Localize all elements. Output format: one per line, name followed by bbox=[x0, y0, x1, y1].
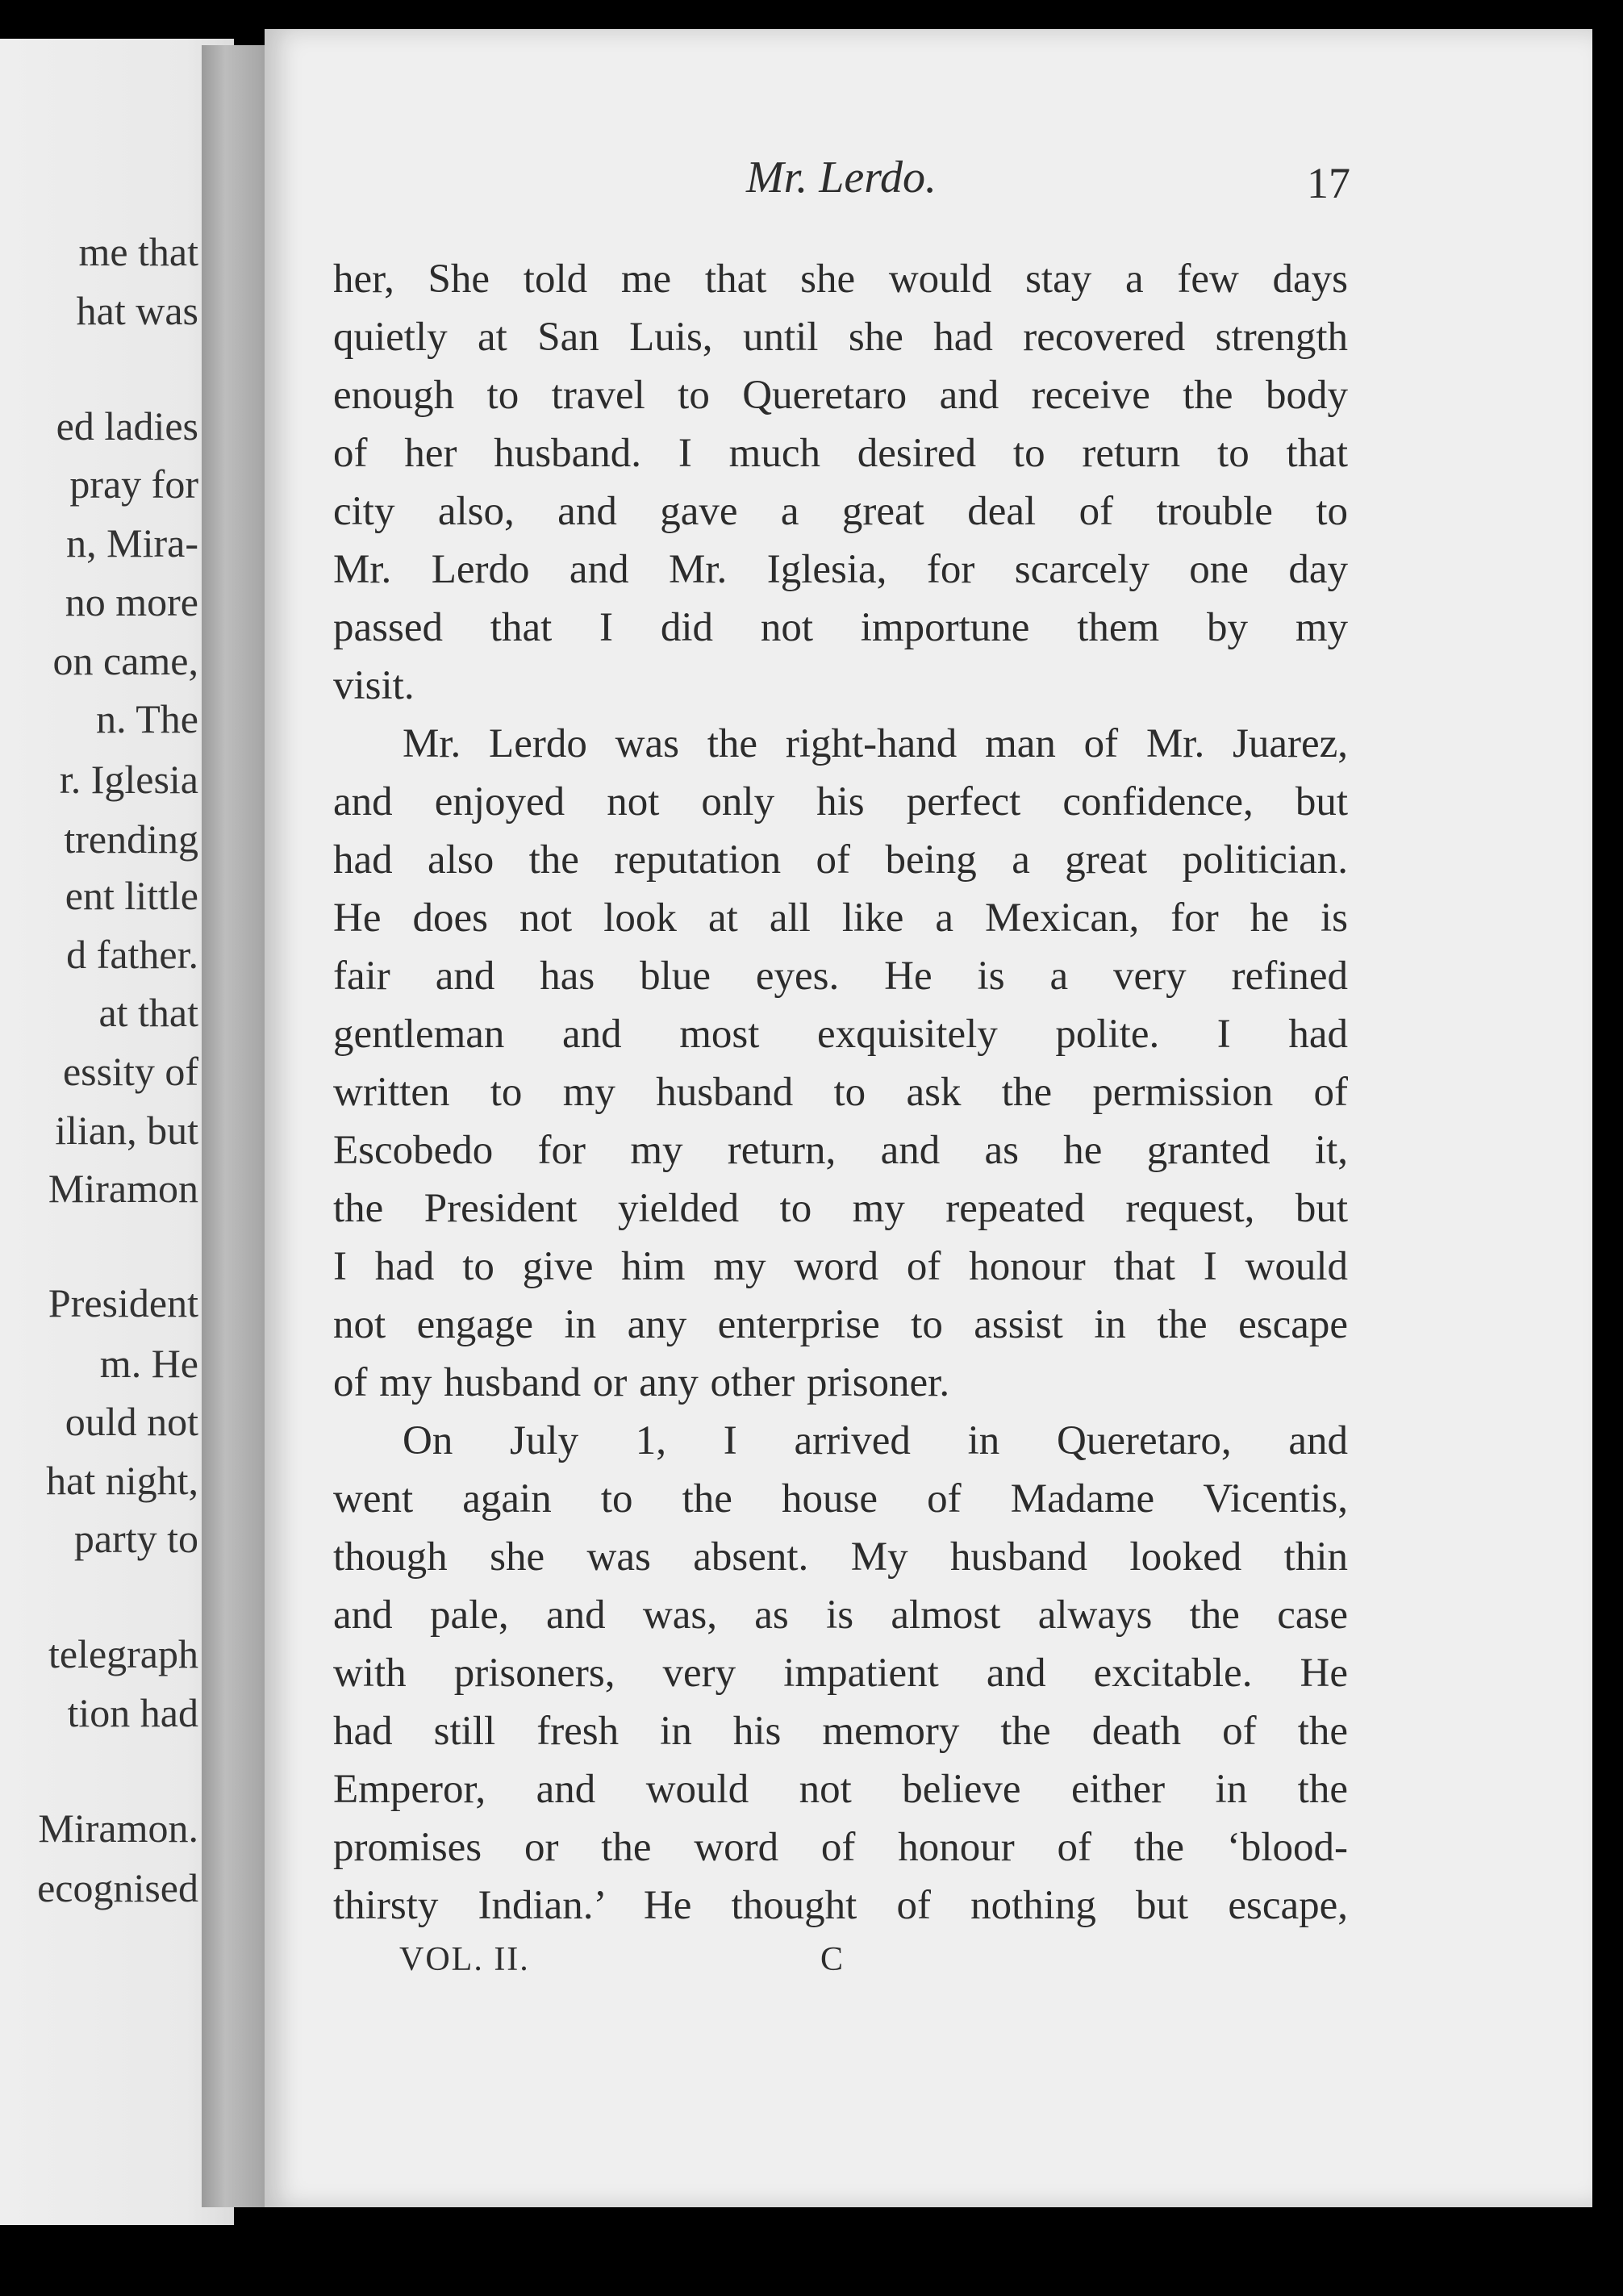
text-line: of my husband or any other prisoner. bbox=[333, 1360, 950, 1405]
text-line: gentleman and most exquisitely polite. I had bbox=[333, 1012, 1348, 1057]
left-page-line: no more bbox=[65, 579, 198, 624]
text-line: Mr. Lerdo was the right-hand man of Mr. Juarez, bbox=[403, 721, 1348, 766]
text-line: On July 1, I arrived in Queretaro, and bbox=[403, 1418, 1348, 1463]
left-page-line: essity of bbox=[62, 1049, 198, 1094]
left-page-line: Miramon bbox=[48, 1166, 198, 1211]
text-line: and pale, and was, as is almost always the case bbox=[333, 1593, 1348, 1638]
left-page-line: ould not bbox=[65, 1399, 198, 1444]
left-page-line: ecognised bbox=[37, 1865, 198, 1910]
text-line: written to my husband to ask the permission of bbox=[333, 1070, 1348, 1115]
text-line: Emperor, and would not believe either in the bbox=[333, 1767, 1348, 1812]
text-line: fair and has blue eyes. He is a very refined bbox=[333, 954, 1348, 999]
gathering-letter: C bbox=[820, 1941, 844, 1978]
text-line: passed that I did not importune them by my bbox=[333, 605, 1348, 650]
left-page-line: hat was bbox=[76, 288, 198, 333]
text-line: quietly at San Luis, until she had recovered strength bbox=[333, 315, 1348, 360]
left-page-line: m. He bbox=[99, 1341, 198, 1386]
text-line: enough to travel to Queretaro and receive the body bbox=[333, 373, 1348, 418]
text-line: had still fresh in his memory the death of the bbox=[333, 1709, 1348, 1754]
running-head: Mr. Lerdo. bbox=[746, 152, 937, 202]
text-line: though she was absent. My husband looked thin bbox=[333, 1534, 1348, 1580]
left-page-line: hat night, bbox=[46, 1458, 198, 1503]
volume-signature: VOL. II. bbox=[399, 1941, 530, 1978]
text-line: I had to give him my word of honour that I would bbox=[333, 1244, 1348, 1289]
page-number: 17 bbox=[1307, 159, 1350, 207]
text-line: not engage in any enterprise to assist in the escape bbox=[333, 1302, 1348, 1347]
left-page-line: party to bbox=[73, 1516, 198, 1561]
left-page-line: President bbox=[48, 1280, 198, 1325]
left-page-line: telegraph bbox=[48, 1631, 198, 1676]
text-line: visit. bbox=[333, 663, 415, 708]
text-line: had also the reputation of being a great politician. bbox=[333, 837, 1348, 883]
text-line: city also, and gave a great deal of trouble to bbox=[333, 489, 1348, 534]
left-page-line: at that bbox=[98, 990, 198, 1035]
text-line: promises or the word of honour of the ‘blood- bbox=[333, 1825, 1348, 1870]
text-line: thirsty Indian.’ He thought of nothing but escape, bbox=[333, 1883, 1348, 1928]
left-page-line: ent little bbox=[65, 873, 198, 918]
left-page-line: pray for bbox=[69, 461, 198, 507]
left-page-line: me that bbox=[78, 229, 198, 274]
text-line: went again to the house of Madame Vicentis, bbox=[333, 1476, 1348, 1522]
body-text bbox=[333, 250, 1348, 1935]
text-line: with prisoners, very impatient and excitable. He bbox=[333, 1651, 1348, 1696]
text-line: and enjoyed not only his perfect confidence, but bbox=[333, 779, 1348, 824]
text-line: Mr. Lerdo and Mr. Iglesia, for scarcely one day bbox=[333, 547, 1348, 592]
left-page-line: ed ladies bbox=[56, 403, 198, 449]
text-line: the President yielded to my repeated request, but bbox=[333, 1186, 1348, 1231]
left-page-line: on came, bbox=[52, 638, 198, 683]
text-line: Escobedo for my return, and as he granted it, bbox=[333, 1128, 1348, 1173]
left-page-line: tion had bbox=[67, 1690, 198, 1735]
left-page-line: d father. bbox=[66, 932, 198, 977]
left-page-line: n. The bbox=[96, 696, 198, 741]
left-page-line: trending bbox=[64, 816, 198, 862]
left-page-line: n, Mira- bbox=[66, 520, 198, 566]
text-line: her, She told me that she would stay a few days bbox=[333, 257, 1348, 302]
left-page-line: ilian, but bbox=[55, 1108, 198, 1153]
text-line: of her husband. I much desired to return to that bbox=[333, 431, 1348, 476]
left-page-line: r. Iglesia bbox=[59, 757, 198, 802]
left-page-line: Miramon. bbox=[38, 1805, 198, 1851]
text-line: He does not look at all like a Mexican, for he is bbox=[333, 895, 1348, 941]
left-page bbox=[0, 39, 234, 2225]
